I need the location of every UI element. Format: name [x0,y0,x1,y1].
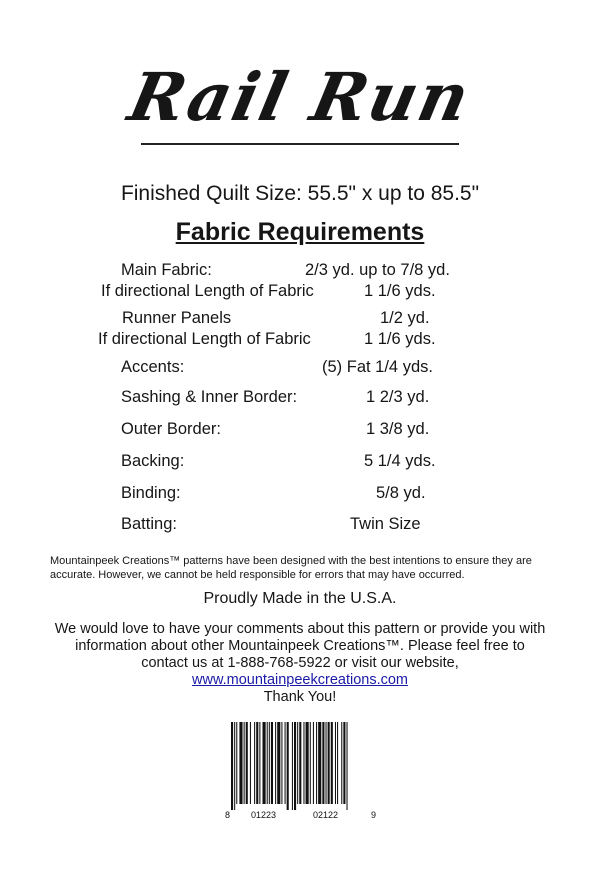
barcode-bar [326,722,327,804]
made-in-usa: Proudly Made in the U.S.A. [203,590,397,607]
barcode-bar [316,722,317,804]
requirement-amount: 5/8 yd. [376,484,426,502]
requirement-amount: 2/3 yd. up to 7/8 yd. [305,261,450,279]
barcode-bar [328,722,330,804]
requirement-label: Runner Panels [122,309,232,327]
barcode-bar [322,722,324,804]
requirement-amount: 1 1/6 yds. [364,330,436,348]
barcode-bar [234,722,235,810]
barcode-bar [275,722,276,804]
barcode-bar [259,722,260,804]
barcode-bar [231,722,233,810]
requirement-label: Outer Border: [121,420,221,438]
barcode-bar [313,722,314,804]
barcode-bar [341,722,342,804]
barcode-bar [271,722,273,804]
finished-quilt-size: Finished Quilt Size: 55.5" x up to 85.5" [120,182,480,205]
upc-barcode [221,722,381,822]
requirement-label: Accents: [121,358,185,376]
barcode-bar [267,722,268,804]
requirement-amount: 1/2 yd. [380,309,430,327]
requirement-amount: 1 1/6 yds. [364,282,436,300]
barcode-bar [244,722,245,804]
requirement-label: Main Fabric: [121,261,212,279]
requirement-amount: 1 3/8 yd. [366,420,430,438]
barcode-bar [256,722,258,804]
barcode-bar [294,722,296,810]
website-link[interactable]: www.mountainpeekcreations.com [192,672,408,688]
barcode-bar [297,722,298,804]
requirement-amount: 5 1/4 yds. [364,452,436,470]
barcode-bar [310,722,311,804]
fabric-requirements-heading: Fabric Requirements [175,218,425,246]
requirement-label: Batting: [121,515,177,533]
barcode-bar [318,722,321,804]
barcode-bar [239,722,242,804]
barcode-bars [231,722,348,810]
barcode-bar [303,722,304,804]
barcode-bar [281,722,282,804]
barcode-bar [263,722,266,804]
barcode-bar [306,722,309,804]
title-underline [141,143,459,145]
requirement-amount: 1 2/3 yd. [366,388,430,406]
requirement-label: Backing: [121,452,185,470]
barcode-bar [299,722,301,804]
contact-line: We would love to have your comments about this pattern or provide you with [54,621,546,637]
barcode-bar [246,722,248,804]
barcode-digit-left: 8 [225,810,231,820]
requirement-amount: (5) Fat 1/4 yds. [322,358,433,376]
requirement-label: Binding: [121,484,181,502]
barcode-group-right: 02122 [313,810,339,820]
contact-line: contact us at 1-888-768-5922 or visit our website, [141,655,459,671]
requirement-amount: Twin Size [350,515,421,533]
requirement-label: If directional Length of Fabric [101,282,314,300]
barcode-bar [343,722,345,804]
pattern-title: Rail Run [122,58,478,136]
barcode-group-left: 01223 [251,810,277,820]
barcode-bar [335,722,336,804]
contact-block [0,621,600,706]
barcode-bar [277,722,280,804]
barcode-bar [285,722,286,804]
requirement-label: Sashing & Inner Border: [121,388,298,406]
contact-line: information about other Mountainpeek Creations™. Please feel free to [75,638,525,654]
thank-you-text: Thank You! [263,689,337,705]
barcode-bar [269,722,270,804]
barcode-bar [292,722,293,810]
barcode-bar [337,722,338,804]
barcode-bar [250,722,251,804]
barcode-digit-right: 9 [371,810,377,820]
barcode-bar [236,722,237,804]
barcode-bar [254,722,255,804]
disclaimer-text: Mountainpeek Creations™ patterns have been designed with the best intentions to ensure they are accurate. However, we cannot be held responsible for errors that may have occurred. [50,555,532,581]
barcode-bar [347,722,348,810]
barcode-bar [331,722,333,804]
barcode-bar [287,722,289,810]
requirement-label: If directional Length of Fabric [98,330,311,348]
